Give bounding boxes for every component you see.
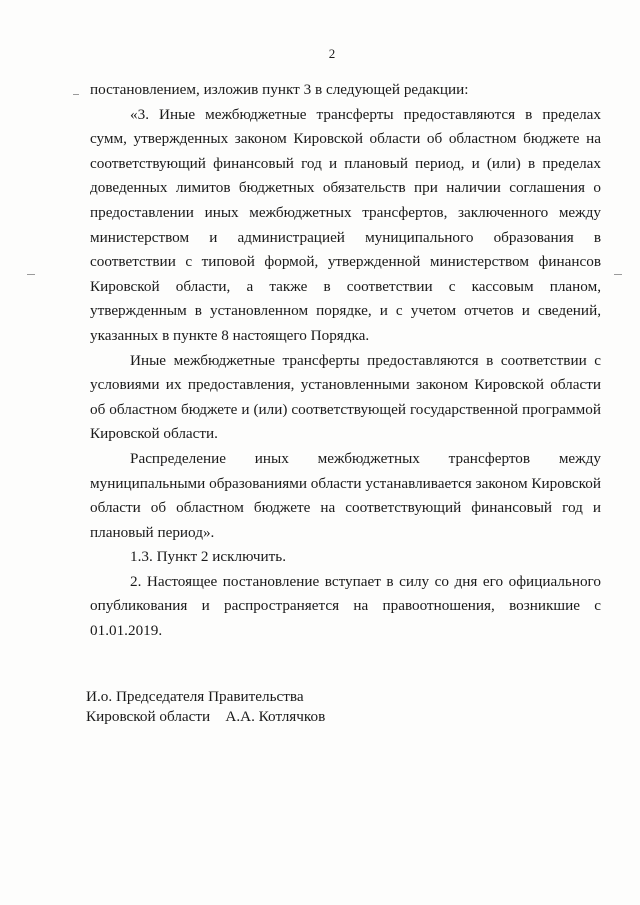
- signature-gap: [210, 708, 225, 725]
- scan-artifact: [73, 94, 79, 95]
- page-number: 2: [328, 46, 336, 61]
- paragraph-intro: постановлением, изложив пункт 3 в следующей редакции:: [90, 81, 469, 98]
- signature-name: А.А. Котлячков: [225, 708, 326, 725]
- paragraph-item-1-3: 1.3. Пункт 2 исключить.: [130, 548, 286, 566]
- scan-artifact: [27, 274, 35, 275]
- paragraph-conditions: Иные межбюджетные трансферты предоставляются в соответствии с условиями их предоставления, установленными законом Кировской области об областном бюджете и (или) соответствующей государственной программой Кировской области.: [90, 351, 601, 443]
- signature-region: Кировской области: [86, 708, 211, 725]
- paragraph-item-2: 2. Настоящее постановление вступает в силу со дня его официального опубликования и распространяется на правоотношения, возникшие с 01.01.2019.: [90, 572, 601, 640]
- scan-artifact: [614, 274, 622, 275]
- paragraph-distribution: Распределение иных межбюджетных трансфертов между муниципальными образованиями области устанавливается законом Кировской области об областном бюджете на соответствующий финансовый год и плановый период».: [90, 449, 601, 541]
- signature-title: И.о. Председателя Правительства: [86, 688, 304, 705]
- paragraph-clause-3: «3. Иные межбюджетные трансферты предоставляются в пределах сумм, утвержденных законом Кировской области об областном бюджете на соответствующий финансовый год и плановый период, и (или) в пределах доведенных лимитов бюджетных обязательств при наличии соглашения о предоставлении иных межбюджетных трансфертов, заключенного между министерством и администрацией муниципального образования в соответствии с типовой формой, утвержденной министерством финансов Кировской области, а также в соответствии с кассовым планом, утвержденным в установленном порядке, и с учетом отчетов и сведений, указанных в пункте 8 настоящего Порядка.: [90, 105, 601, 344]
- signature-region-line: [86, 707, 325, 727]
- document-body: [90, 78, 601, 644]
- signature-block: [86, 687, 325, 727]
